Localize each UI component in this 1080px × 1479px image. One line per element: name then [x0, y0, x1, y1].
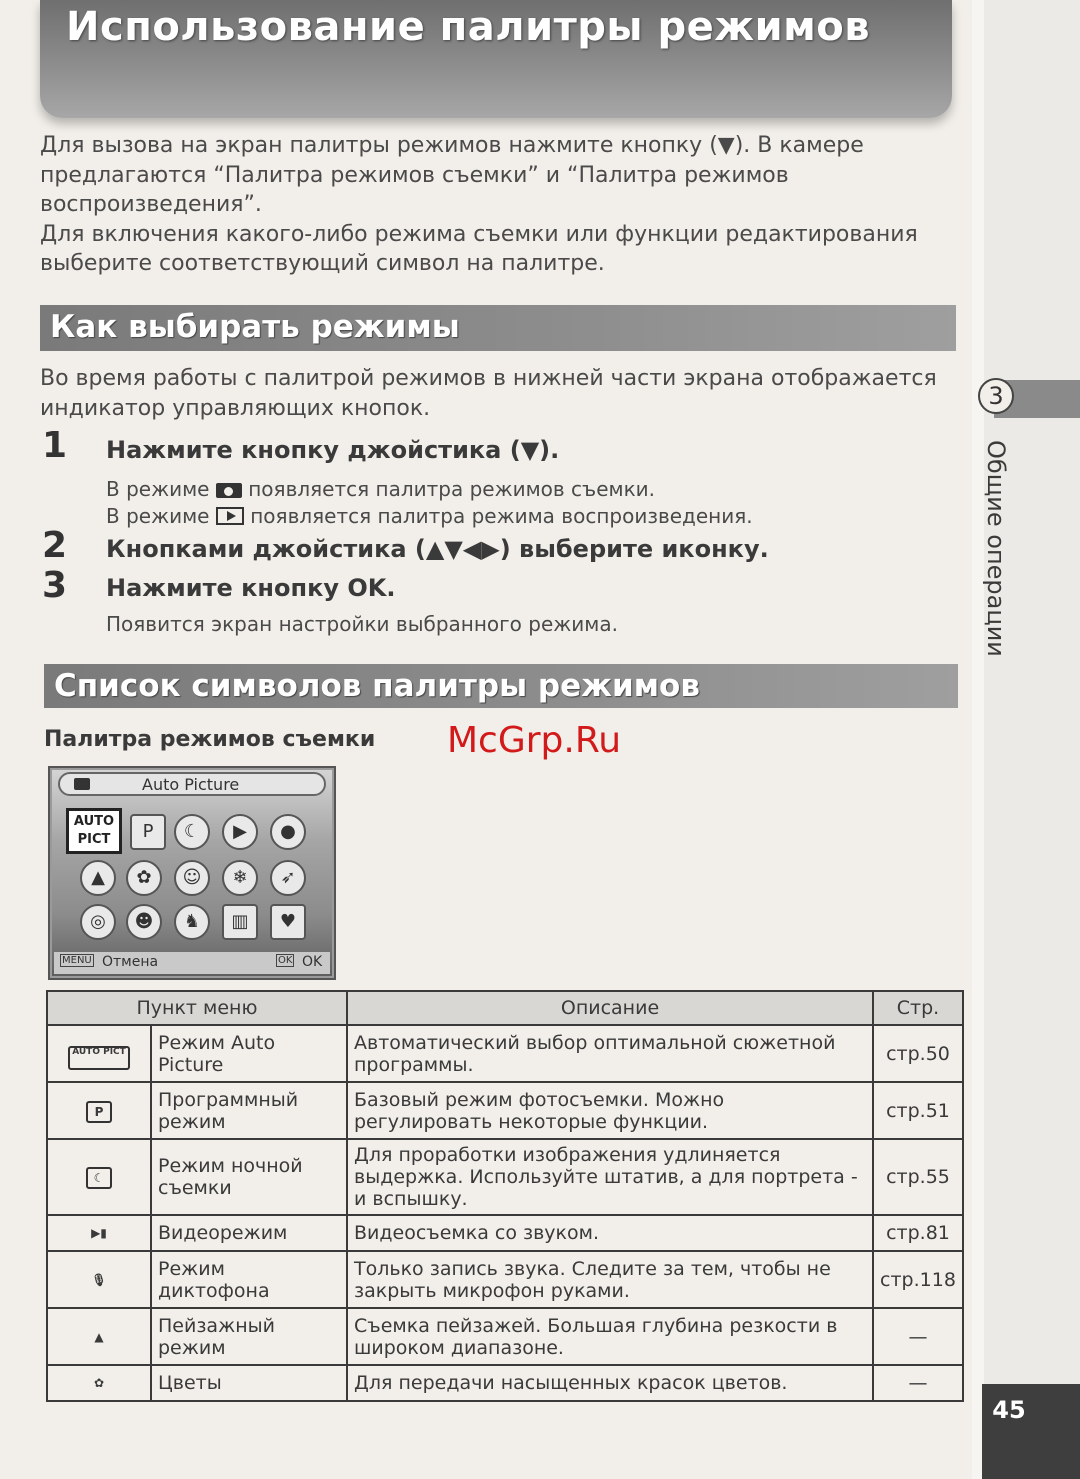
step-note: [106, 477, 655, 501]
palette-screenshot: [48, 766, 336, 980]
mode-page: стр.50: [873, 1025, 963, 1082]
watermark: McGrp.Ru: [447, 720, 622, 761]
step-title: Нажмите кнопку OK.: [106, 574, 396, 602]
header-description: Описание: [347, 991, 873, 1025]
mode-name: Пейзажный режим: [151, 1308, 347, 1365]
mode-name: Режим Auto Picture: [151, 1025, 347, 1082]
landscape-icon: ▲: [94, 1329, 104, 1344]
step-number: 1: [42, 425, 68, 466]
heart-icon[interactable]: ♥: [270, 904, 306, 940]
section-heading-symbol-list: Список символов палитры режимов: [44, 664, 958, 708]
auto-picture-icon: AUTO PICT: [68, 1046, 130, 1070]
voice-recorder-icon: 🎙: [91, 1272, 107, 1287]
step-note: Появится экран настройки выбранного режима.: [106, 612, 618, 636]
camera-icon: [74, 778, 90, 790]
intro-line: предлагаются “Палитра режимов съемки” и “Палитра режимов: [40, 162, 789, 188]
section1-text: [40, 364, 970, 423]
step-number: 2: [42, 525, 68, 566]
mode-description: Только запись звука. Следите за тем, чтобы не закрыть микрофон руками.: [347, 1251, 873, 1308]
pet-icon[interactable]: ♞: [174, 904, 210, 940]
menu-key: MENU: [62, 955, 92, 966]
snow-icon[interactable]: ❄: [222, 860, 258, 896]
palette-title-bar: [58, 772, 326, 796]
mode-page: стр.55: [873, 1139, 963, 1215]
frame-composite-icon[interactable]: ▥: [222, 904, 258, 940]
night-scene-icon[interactable]: ☾: [174, 814, 210, 850]
intro-paragraph: [40, 131, 970, 279]
mode-description: Базовый режим фотосъемки. Можно регулировать некоторые функции.: [347, 1082, 873, 1139]
mode-page: стр.81: [873, 1215, 963, 1251]
step-note-suffix: появляется палитра режима воспроизведения.: [250, 504, 753, 528]
header-page: Стр.: [873, 991, 963, 1025]
mode-description: Съемка пейзажей. Большая глубина резкости в широком диапазоне.: [347, 1308, 873, 1365]
section-heading-select-modes: Как выбирать режимы: [40, 305, 956, 351]
step-title: Кнопками джойстика (▲▼◀▶) выберите иконку.: [106, 535, 769, 563]
table-row: [47, 1215, 963, 1251]
intro-line: воспроизведения”.: [40, 192, 262, 217]
page-title: Использование палитры режимов: [66, 4, 871, 50]
step-note: [106, 504, 753, 528]
mode-name: Видеорежим: [151, 1215, 347, 1251]
step-note-prefix: В режиме: [106, 504, 210, 528]
step-title: Нажмите кнопку джойстика (▼).: [106, 436, 560, 464]
ok-key: OK: [278, 955, 293, 966]
table-header-row: [47, 991, 963, 1025]
sport-icon[interactable]: ➶: [270, 860, 306, 896]
table-row: [47, 1308, 963, 1365]
mode-page: —: [873, 1308, 963, 1365]
intro-line: Для включения какого-либо режима съемки или функции редактирования: [40, 221, 918, 247]
mode-name: Режим ночной съемки: [151, 1139, 347, 1215]
auto-picture-icon[interactable]: AUTO PICT: [66, 808, 122, 854]
mode-name: Цветы: [151, 1365, 347, 1401]
side-tab: [984, 0, 1080, 1479]
movie-icon: ▶▮: [91, 1226, 107, 1240]
subheading: Палитра режимов съемки: [44, 727, 376, 752]
flower-icon: ✿: [93, 1376, 105, 1390]
voice-recorder-icon[interactable]: ●: [270, 814, 306, 850]
page-number: 45: [992, 1396, 1026, 1424]
mode-description: Для проработки изображения удлиняется выдержка. Используйте штатив, а для портрета - и вспышку.: [347, 1139, 873, 1215]
step-note-prefix: В режиме: [106, 477, 210, 501]
table-row: [47, 1025, 963, 1082]
intro-line: Для вызова на экран палитры режимов нажмите кнопку (▼). В камере: [40, 133, 864, 158]
mode-description: Для передачи насыщенных красок цветов.: [347, 1365, 873, 1401]
portrait-icon[interactable]: ☺: [174, 860, 210, 896]
table-row: [47, 1082, 963, 1139]
cancel-label: Отмена: [102, 954, 159, 970]
mode-description: Автоматический выбор оптимальной сюжетной программы.: [347, 1025, 873, 1082]
mode-page: стр.51: [873, 1082, 963, 1139]
movie-icon[interactable]: ▶: [222, 814, 258, 850]
mode-name: Программный режим: [151, 1082, 347, 1139]
section1-line: индикатор управляющих кнопок.: [40, 395, 431, 421]
camera-icon: [216, 480, 242, 498]
table-row: [47, 1365, 963, 1401]
table-row: [47, 1251, 963, 1308]
program-mode-icon[interactable]: P: [130, 814, 166, 850]
landscape-icon[interactable]: ▲: [80, 860, 116, 896]
ok-label: OK: [302, 954, 323, 970]
table-row: [47, 1139, 963, 1215]
step-number: 3: [42, 565, 68, 606]
modes-table: [46, 990, 964, 1402]
flower-icon[interactable]: ✿: [126, 860, 162, 896]
intro-line: выберите соответствующий символ на палитре.: [40, 251, 605, 276]
chapter-number: 3: [978, 378, 1014, 414]
mode-page: стр.118: [873, 1251, 963, 1308]
palette-guide-bar: [54, 952, 330, 974]
night-scene-icon: ☾: [86, 1167, 112, 1189]
kids-icon[interactable]: ☻: [126, 904, 162, 940]
section1-line: Во время работы с палитрой режимов в нижней части экрана отображается: [40, 366, 937, 391]
mode-description: Видеосъемка со звуком.: [347, 1215, 873, 1251]
step-note-suffix: появляется палитра режимов съемки.: [248, 477, 656, 501]
mode-page: —: [873, 1365, 963, 1401]
playback-icon: [216, 507, 244, 525]
anti-shake-icon[interactable]: ◎: [80, 904, 116, 940]
header-menu-item: Пункт меню: [47, 991, 347, 1025]
mode-name: Режим диктофона: [151, 1251, 347, 1308]
chapter-title: Общие операции: [982, 440, 1010, 657]
palette-mode-label: Auto Picture: [142, 775, 240, 794]
program-mode-icon: P: [86, 1101, 112, 1123]
